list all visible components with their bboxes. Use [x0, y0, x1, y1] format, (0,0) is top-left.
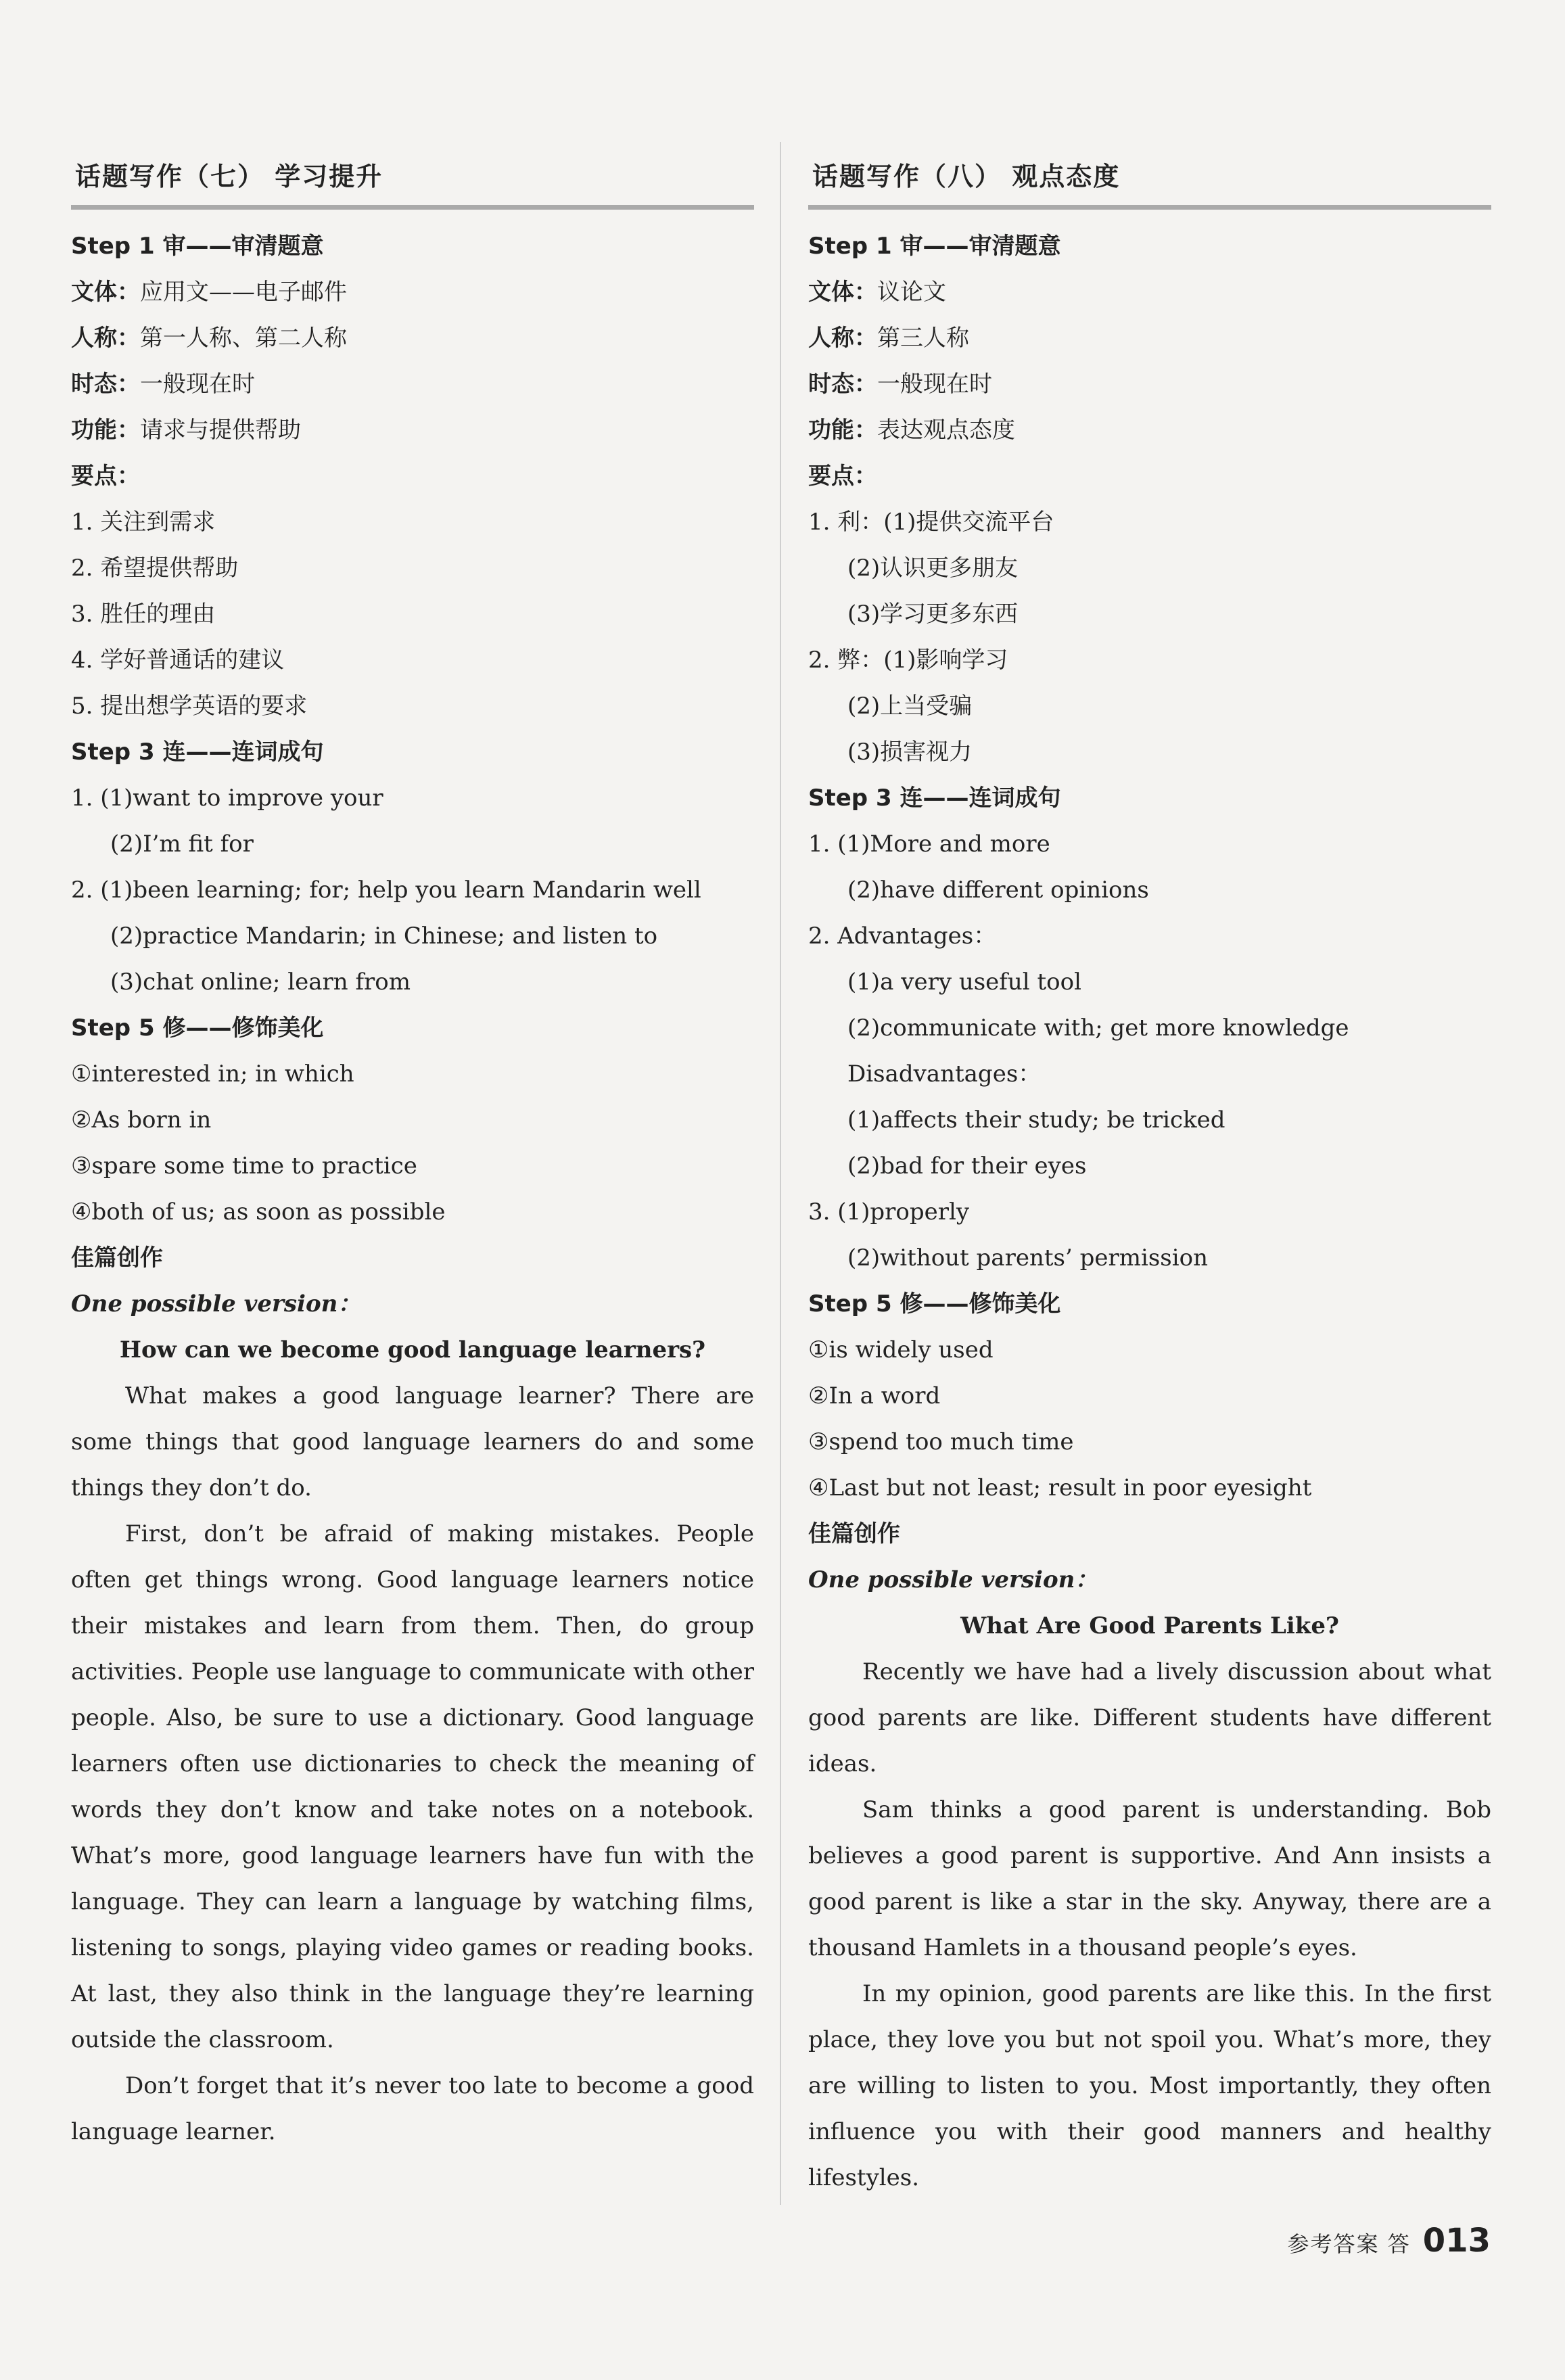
left-version-label: One possible version： [71, 1290, 361, 1317]
left-step3-title: Step 3 连——连词成句 [71, 739, 324, 766]
right-tense: 时态：一般现在时 [808, 371, 992, 398]
left-essay-title: How can we become good language learners? [119, 1336, 706, 1363]
right-section-heading: 话题写作（八） 观点态度 [808, 135, 1491, 210]
right-step3-line: (2)communicate with; get more knowledge [847, 1014, 1349, 1042]
right-genre: 文体：议论文 [808, 279, 946, 306]
left-point: 3. 胜任的理由 [71, 601, 216, 628]
left-step3-line: 1. (1)want to improve your [71, 785, 383, 812]
page-number: 013 [1422, 2222, 1491, 2260]
right-step3-line: 2. Advantages： [808, 923, 997, 950]
right-step3-line: (2)without parents’ permission [847, 1244, 1208, 1271]
footer-reference-label: 参考答案 答 [1287, 2231, 1411, 2257]
right-step3-line: (2)bad for their eyes [847, 1152, 1087, 1180]
left-step5-line: ④both of us; as soon as possible [71, 1198, 446, 1226]
left-tense: 时态：一般现在时 [71, 371, 255, 398]
left-column [71, 135, 754, 2155]
left-essay-paragraph: Don’t forget that it’s never too late to become a good language learner. [71, 2072, 754, 2145]
right-point: 1. 利：(1)提供交流平台 [808, 509, 1054, 536]
page-footer [1288, 2222, 1491, 2260]
left-step5-line: ②As born in [71, 1106, 212, 1134]
left-step3-line: (2)practice Mandarin; in Chinese; and listen to [110, 923, 658, 950]
right-essay-title: What Are Good Parents Like? [960, 1612, 1339, 1639]
right-person: 人称：第三人称 [808, 325, 969, 352]
right-essay-paragraph: Sam thinks a good parent is understanding. Bob believes a good parent is supportive. And Ann insists a good parent is like a star in the sky. Anyway, there are a thousand Hamlets in a thousand people’s eyes. [808, 1796, 1491, 1961]
right-step3-line: Disadvantages： [847, 1060, 1042, 1088]
left-step3-line: (3)chat online; learn from [110, 969, 411, 996]
left-point: 2. 希望提供帮助 [71, 555, 239, 582]
right-point: (3)损害视力 [847, 739, 973, 766]
left-point: 1. 关注到需求 [71, 509, 216, 536]
left-essay-body [71, 1373, 754, 2155]
right-version-label: One possible version： [808, 1566, 1098, 1593]
left-creation-label: 佳篇创作 [71, 1244, 163, 1271]
right-point: (2)上当受骗 [847, 693, 973, 720]
right-function: 功能：表达观点态度 [808, 417, 1015, 444]
right-point: (2)认识更多朋友 [847, 555, 1019, 582]
right-step5-line: ②In a word [808, 1382, 941, 1409]
right-points-label: 要点： [808, 463, 877, 490]
right-essay-body [808, 1649, 1491, 2201]
left-step3-line: 2. (1)been learning; for; help you learn Mandarin well [71, 877, 701, 904]
right-step3-line: (2)have different opinions [847, 877, 1149, 904]
right-column [808, 135, 1491, 2201]
right-step5-line: ①is widely used [808, 1336, 994, 1363]
right-creation-label: 佳篇创作 [808, 1520, 900, 1547]
left-genre: 文体：应用文——电子邮件 [71, 279, 347, 306]
left-points-label: 要点： [71, 463, 140, 490]
left-person: 人称：第一人称、第二人称 [71, 325, 347, 352]
right-essay-paragraph: Recently we have had a lively discussion about what good parents are like. Different students have different ideas. [808, 1658, 1491, 1777]
right-step5-title: Step 5 修——修饰美化 [808, 1290, 1061, 1317]
right-step1-title: Step 1 审——审清题意 [808, 233, 1061, 260]
right-essay-paragraph: In my opinion, good parents are like this. In the first place, they love you but not spoil you. What’s more, they are willing to listen to you. Most importantly, they often influence you with their good manners and healthy lifestyles. [808, 1980, 1491, 2191]
right-step3-line: 1. (1)More and more [808, 831, 1050, 858]
left-step1-title: Step 1 审——审清题意 [71, 233, 324, 260]
left-section-heading: 话题写作（七） 学习提升 [71, 135, 754, 210]
right-step3-line: (1)a very useful tool [847, 969, 1081, 996]
left-step3-line: (2)I’m fit for [110, 831, 254, 858]
left-point: 4. 学好普通话的建议 [71, 647, 285, 674]
left-step5-line: ①interested in; in which [71, 1060, 354, 1088]
right-point: 2. 弊：(1)影响学习 [808, 647, 1008, 674]
left-function: 功能：请求与提供帮助 [71, 417, 301, 444]
left-step5-title: Step 5 修——修饰美化 [71, 1014, 324, 1042]
right-step5-line: ④Last but not least; result in poor eyesight [808, 1474, 1312, 1501]
left-essay-paragraph: What makes a good language learner? There are some things that good language learners do and some things they don’t do. [71, 1382, 754, 1501]
right-step5-line: ③spend too much time [808, 1428, 1074, 1455]
right-step3-line: 3. (1)properly [808, 1198, 970, 1226]
column-divider [780, 142, 781, 2205]
right-step3-title: Step 3 连——连词成句 [808, 785, 1061, 812]
left-essay-paragraph: First, don’t be afraid of making mistakes. People often get things wrong. Good language learners notice their mistakes and learn from them. Then, do group activities. People use language to communicate with other people. Also, be sure to use a dictionary. Good language learners often use dictionaries to check the meaning of words they don’t know and take notes on a notebook. What’s more, good language learners have fun with the language. They can learn a language by watching films, listening to songs, playing video games or reading books. At last, they also think in the language they’re learning outside the classroom. [71, 1520, 754, 2053]
left-step5-line: ③spare some time to practice [71, 1152, 417, 1180]
right-step3-line: (1)affects their study; be tricked [847, 1106, 1225, 1134]
left-point: 5. 提出想学英语的要求 [71, 693, 308, 720]
right-point: (3)学习更多东西 [847, 601, 1019, 628]
